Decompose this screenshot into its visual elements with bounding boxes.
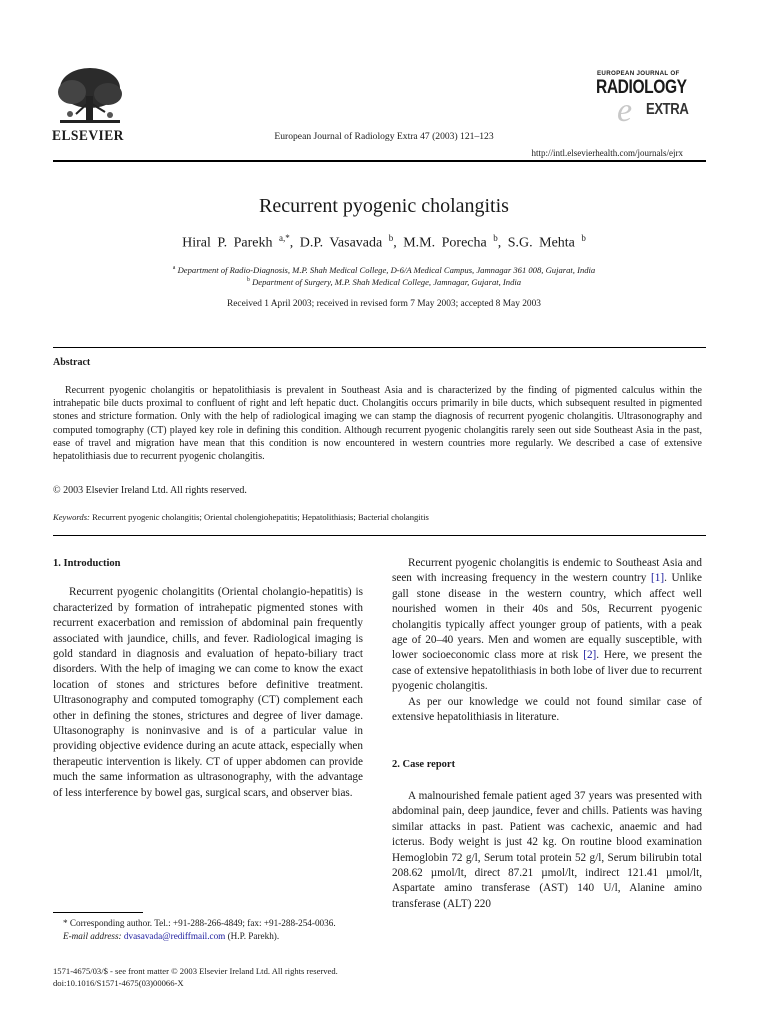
author-name: D.P. Vasavada (299, 235, 383, 251)
section-heading-case-report: 2. Case report (392, 759, 456, 771)
email-suffix: (H.P. Parekh). (225, 931, 280, 941)
affiliation-sup: a (172, 265, 176, 272)
email-label: E-mail address: (63, 931, 122, 941)
case-report-paragraph: A malnourished female patient aged 37 years was presented with abdominal pain, deep jaundice, fever and chills. Patients was having similar attacks in past. Patient was cachexic, anaemic and had icterus. Body weight is just 42 kg. On routine blood examination Hemoglobin 72 g/l, Serum total protein 52 g/l, Serum bilirubin total 208.62 µmol/lt, direct 87.21 µmol/lt, indirect 121.41 µmol/lt, Aspartate amino transferase (AST) 140 U/l, Alanine amino transferase (ALT) 220 (392, 789, 702, 910)
email-line (53, 930, 364, 943)
footnote (53, 917, 364, 943)
doi-line: doi:10.1016/S1571-4675(03)00066-X (53, 978, 184, 989)
header-rule (53, 160, 706, 162)
author-sup: b (581, 233, 586, 243)
affiliation (0, 277, 768, 287)
author-name: S.G. Mehta (507, 235, 575, 251)
section-heading-introduction: 1. Introduction (53, 558, 121, 569)
citation-link[interactable]: [2] (583, 649, 597, 662)
author-sup: a,* (279, 233, 290, 243)
author-name: Hiral P. Parekh (182, 235, 273, 251)
keywords-label: Keywords: (53, 512, 90, 522)
citation-link[interactable]: [1] (651, 572, 665, 585)
keywords-text: Recurrent pyogenic cholangitis; Oriental cholengiohepatitis; Hepatolithiasis; Bacterial cholangitis (92, 512, 429, 522)
author-sup: b (493, 233, 498, 243)
journal-logo-big: RADIOLOGY (596, 77, 687, 98)
right-paragraph-2: As per our knowledge we could not found similar case of extensive hepatolithiasis in literature. (392, 695, 702, 724)
author-sup: b (388, 233, 394, 243)
abstract-heading: Abstract (53, 357, 91, 368)
front-matter (53, 965, 338, 990)
abstract-bottom-rule (53, 535, 706, 536)
corresponding-author: * Corresponding author. Tel.: +91-288-266-4849; fax: +91-288-254-0036. (63, 918, 336, 928)
journal-logo-small: EUROPEAN JOURNAL OF (597, 70, 680, 77)
affiliation-sup: b (246, 277, 250, 284)
received-dates: Received 1 April 2003; received in revised form 7 May 2003; accepted 8 May 2003 (227, 299, 541, 309)
right-paragraph-1 (392, 556, 702, 695)
right-column (392, 556, 702, 912)
keywords (53, 512, 429, 522)
footnote-rule (53, 912, 143, 913)
abstract-top-rule (53, 347, 706, 348)
para-text: Recurrent pyogenic cholangitis is endemic to Southeast Asia and seen with increasing frequency in the western country (392, 557, 702, 585)
publisher-name: ELSEVIER (52, 128, 124, 144)
affiliation (0, 265, 768, 275)
abstract-copyright: © 2003 Elsevier Ireland Ltd. All rights reserved. (53, 485, 247, 496)
affiliation-text: Department of Radio-Diagnosis, M.P. Shah Medical College, D-6/A Medical Campus, Jamnagar 361 008, Gujarat, India (177, 265, 596, 275)
para-text: . Here, we present the case of extensive hepatolithiasis in both lobe of liver due to recurrent pyogenic cholangitis. (392, 649, 702, 693)
journal-url-link[interactable]: http://intl.elsevierhealth.com/journals/ejrx (531, 148, 683, 158)
email-link[interactable]: dvasavada@rediffmail.com (123, 931, 226, 941)
left-column (53, 556, 363, 801)
para-text: . Unlike gall stone disease in the western country, which affect well nourished women in their 40s and 50s, Recurrent pyogenic cholangitis typically affect younger group of patients, with a peak age of 20–40 years. Men and women are equally susceptible, with lower socioeconomic class more at risk (392, 572, 702, 662)
abstract-body: Recurrent pyogenic cholangitis or hepatolithiasis is prevalent in Southeast Asia and is characterized by the finding of pigmented calculus within the intrahepatic bile ducts proximal to confluent of right and left hepatic duct. Cholangitis occurs primarily in bile ducts, which subsequent resulted in pigmented stones and stricture formation. Only with the help of radiological imaging we can stamp the diagnosis of recurrent pyogenic cholangitis. Ultrasonography and computed tomography (CT) played key role in defining this condition. Although recurrent pyogenic cholangitis rarely seen out side Southeast Asia in the past, ease of travel and migration have mean that this condition is now encountered in western countries more regularly. We described a case of extensive hepatolithiasis due to recurrent pyogenic cholangitis. (53, 385, 702, 463)
journal-logo-e: e (617, 92, 633, 129)
journal-citation: European Journal of Radiology Extra 47 (2003) 121–123 (274, 131, 494, 142)
issn-line: 1571-4675/03/$ - see front matter © 2003 Elsevier Ireland Ltd. All rights reserved. (53, 966, 338, 976)
journal-logo-extra: EXTRA (646, 101, 689, 118)
author-name: M.M. Porecha (403, 235, 487, 251)
author-list: Hiral P. Parekh $^{a,*}$, D.P. Vasavada $^b$, M.M. Porecha $^b$, S.G. Mehta $^b$ (182, 233, 586, 251)
affiliation-text: Department of Surgery, M.P. Shah Medical College, Jamnagar, Gujarat, India (252, 277, 522, 287)
introduction-paragraph: Recurrent pyogenic cholangitits (Oriental cholangio-hepatitis) is characterized by formation of intrahepatic pigmented stones with recurrent exacerbation and remission of abdominal pain frequently associated with jaundice, chills, and fever. Radiological imaging is gold standard in diagnosis and evaluation of hepato-biliary tract disorders. With the help of imaging we can come to know the exact location of stones and strictures before definitive treatment. Ultrasonography and computed tomography (CT) complement each other in defining the stones, strictures and degree of liver damage. Ultasonography is noninvasive and is of a particular value in providing objective evidence during an acute attack, especially when therapeutic intervention is likely. CT of upper abdomen can provide much the same information as ultrasonography, with the advantage of less interference by bowel gas, surgical scars, and observer bias. (53, 586, 363, 799)
article-title: Recurrent pyogenic cholangitis (259, 195, 509, 217)
